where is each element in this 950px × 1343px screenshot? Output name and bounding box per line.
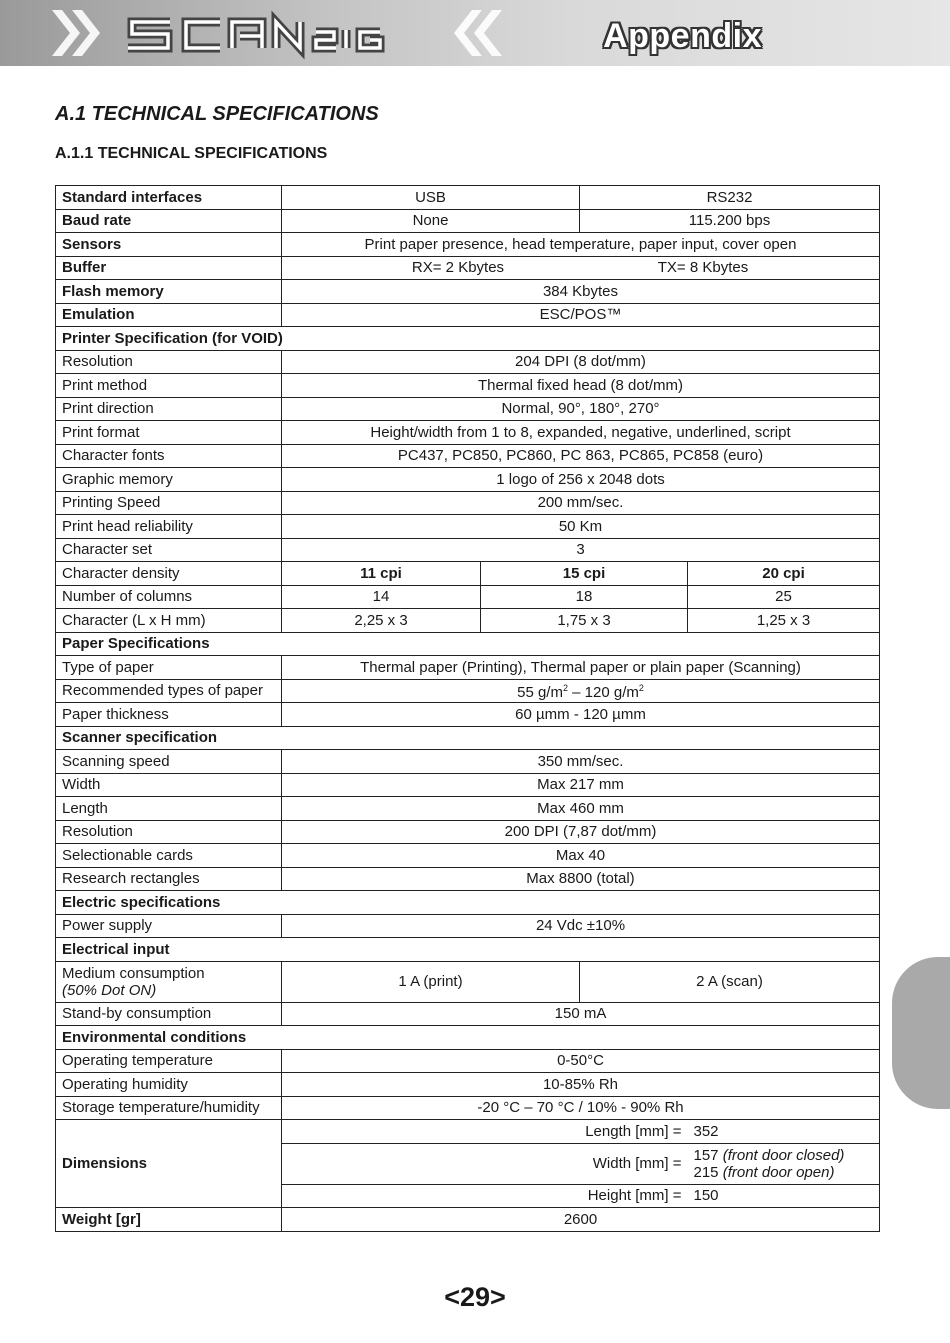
- table-row: [56, 1208, 880, 1232]
- row-label: Graphic memory: [56, 468, 282, 492]
- row-label: Flash memory: [56, 280, 282, 304]
- row-value: 60 µmm - 120 µmm: [282, 703, 880, 727]
- table-row: [56, 961, 880, 1002]
- header-chevrons-icon: [0, 0, 950, 66]
- row-label: Print direction: [56, 397, 282, 421]
- row-value: 20 cpi: [688, 562, 880, 586]
- row-label: Resolution: [56, 350, 282, 374]
- dimension-label: Height [mm] =: [282, 1184, 688, 1208]
- table-section-row: [56, 938, 880, 962]
- table-row: [56, 1096, 880, 1120]
- page-header: [0, 0, 950, 66]
- row-label: Character (L x H mm): [56, 609, 282, 633]
- buffer-tx: TX= 8 Kbytes: [657, 259, 749, 277]
- row-value: 1 logo of 256 x 2048 dots: [282, 468, 880, 492]
- row-value: Max 460 mm: [282, 797, 880, 821]
- table-row: [56, 750, 880, 774]
- dimension-label: Width [mm] =: [282, 1143, 688, 1184]
- row-value: 50 Km: [282, 515, 880, 539]
- row-value: Thermal paper (Printing), Thermal paper or plain paper (Scanning): [282, 656, 880, 680]
- row-label: Weight [gr]: [56, 1208, 282, 1232]
- width-open: [694, 1164, 874, 1181]
- buffer-rx: RX= 2 Kbytes: [411, 259, 505, 277]
- section-header: Scanner specification: [56, 726, 880, 750]
- table-row: [56, 609, 880, 633]
- paper-weight-max: – 120 g/m: [567, 684, 639, 702]
- table-row: [56, 444, 880, 468]
- section-header: Electrical input: [56, 938, 880, 962]
- section-header: Paper Specifications: [56, 632, 880, 656]
- row-value: [282, 679, 880, 703]
- row-value: USB: [282, 186, 580, 210]
- row-value: 18: [481, 585, 688, 609]
- table-row: [56, 1049, 880, 1073]
- table-row: [56, 1120, 880, 1144]
- table-row: [56, 820, 880, 844]
- table-row: [56, 350, 880, 374]
- width-closed-note: (front door closed): [722, 1146, 845, 1164]
- table-row: [56, 421, 880, 445]
- dimension-label: Length [mm] =: [282, 1120, 688, 1144]
- row-value: 11 cpi: [282, 562, 481, 586]
- row-value: 24 Vdc ±10%: [282, 914, 880, 938]
- table-section-row: [56, 891, 880, 915]
- dimension-value: 150: [688, 1184, 880, 1208]
- row-label: Resolution: [56, 820, 282, 844]
- row-value: Max 8800 (total): [282, 867, 880, 891]
- section-header: Environmental conditions: [56, 1026, 880, 1050]
- row-value: 15 cpi: [481, 562, 688, 586]
- table-row: [56, 186, 880, 210]
- row-value: Thermal fixed head (8 dot/mm): [282, 374, 880, 398]
- dimension-value: 352: [688, 1120, 880, 1144]
- row-value: Normal, 90°, 180°, 270°: [282, 397, 880, 421]
- table-row: [56, 867, 880, 891]
- page-thumb-tab: [892, 957, 950, 1109]
- row-value: 200 mm/sec.: [282, 491, 880, 515]
- table-row: [56, 397, 880, 421]
- table-section-row: [56, 327, 880, 351]
- row-value: 350 mm/sec.: [282, 750, 880, 774]
- row-value: Max 40: [282, 844, 880, 868]
- medium-label: Medium consumption: [62, 964, 205, 982]
- table-row: [56, 562, 880, 586]
- row-value: Height/width from 1 to 8, expanded, negative, underlined, script: [282, 421, 880, 445]
- row-label: Number of columns: [56, 585, 282, 609]
- row-value: 1,25 x 3: [688, 609, 880, 633]
- row-value: PC437, PC850, PC860, PC 863, PC865, PC858 (euro): [282, 444, 880, 468]
- row-label: Buffer: [56, 256, 282, 280]
- row-value: 2600: [282, 1208, 880, 1232]
- row-label: Length: [56, 797, 282, 821]
- row-value: 10-85% Rh: [282, 1073, 880, 1097]
- row-label: Standard interfaces: [56, 186, 282, 210]
- row-label: Operating temperature: [56, 1049, 282, 1073]
- table-row: [56, 468, 880, 492]
- row-value: 204 DPI (8 dot/mm): [282, 350, 880, 374]
- table-row: [56, 773, 880, 797]
- superscript: 2: [638, 683, 644, 694]
- medium-note: (50% Dot ON): [62, 981, 157, 999]
- row-label: Research rectangles: [56, 867, 282, 891]
- row-label: Printing Speed: [56, 491, 282, 515]
- table-row: [56, 797, 880, 821]
- table-row: [56, 703, 880, 727]
- row-label: Character fonts: [56, 444, 282, 468]
- table-row: [56, 303, 880, 327]
- row-value: 1 A (print): [282, 961, 580, 1002]
- table-row: [56, 515, 880, 539]
- row-label: Selectionable cards: [56, 844, 282, 868]
- section-header: Printer Specification (for VOID): [56, 327, 880, 351]
- row-value: Max 217 mm: [282, 773, 880, 797]
- row-label: Paper thickness: [56, 703, 282, 727]
- row-label: Power supply: [56, 914, 282, 938]
- row-value: [282, 256, 880, 280]
- table-row: [56, 844, 880, 868]
- row-label: Scanning speed: [56, 750, 282, 774]
- table-row: [56, 538, 880, 562]
- page-number: <29>: [444, 1282, 506, 1312]
- row-value: -20 °C – 70 °C / 10% - 90% Rh: [282, 1096, 880, 1120]
- table-row: [56, 585, 880, 609]
- row-value: None: [282, 209, 580, 233]
- row-value: Print paper presence, head temperature, paper input, cover open: [282, 233, 880, 257]
- width-closed: [694, 1147, 874, 1164]
- row-label: Dimensions: [56, 1120, 282, 1208]
- row-value: 14: [282, 585, 481, 609]
- table-row: [56, 209, 880, 233]
- spec-table: [55, 185, 880, 1232]
- table-section-row: [56, 632, 880, 656]
- row-label: Print head reliability: [56, 515, 282, 539]
- dimension-value: [688, 1143, 880, 1184]
- row-label: Character set: [56, 538, 282, 562]
- row-value: RS232: [580, 186, 880, 210]
- row-label: Type of paper: [56, 656, 282, 680]
- width-open-value: 215: [693, 1163, 719, 1181]
- row-label: [56, 961, 282, 1002]
- row-value: 2,25 x 3: [282, 609, 481, 633]
- row-value: 1,75 x 3: [481, 609, 688, 633]
- paper-weight-min: 55 g/m: [517, 684, 563, 702]
- row-label: Emulation: [56, 303, 282, 327]
- row-label: Print format: [56, 421, 282, 445]
- table-row: [56, 1073, 880, 1097]
- row-label: Character density: [56, 562, 282, 586]
- width-closed-value: 157: [693, 1146, 719, 1164]
- table-row: [56, 679, 880, 703]
- table-row: [56, 374, 880, 398]
- row-value: 115.200 bps: [580, 209, 880, 233]
- table-row: [56, 1002, 880, 1026]
- superscript: 2: [562, 683, 568, 694]
- table-row: [56, 280, 880, 304]
- section-header: Electric specifications: [56, 891, 880, 915]
- row-value: 384 Kbytes: [282, 280, 880, 304]
- table-section-row: [56, 1026, 880, 1050]
- table-row: [56, 491, 880, 515]
- table-section-row: [56, 726, 880, 750]
- row-value: 150 mA: [282, 1002, 880, 1026]
- table-row: [56, 656, 880, 680]
- row-value: ESC/POS™: [282, 303, 880, 327]
- table-row: [56, 233, 880, 257]
- width-open-note: (front door open): [722, 1163, 835, 1181]
- row-value: 0-50°C: [282, 1049, 880, 1073]
- page-subtitle: A.1.1 TECHNICAL SPECIFICATIONS: [55, 145, 328, 162]
- table-row: [56, 914, 880, 938]
- row-label: Storage temperature/humidity: [56, 1096, 282, 1120]
- page-title: A.1 TECHNICAL SPECIFICATIONS: [55, 103, 379, 125]
- row-value: 200 DPI (7,87 dot/mm): [282, 820, 880, 844]
- section-title: Appendix: [603, 17, 762, 55]
- table-row: [56, 256, 880, 280]
- row-label: Baud rate: [56, 209, 282, 233]
- row-value: 25: [688, 585, 880, 609]
- row-label: Recommended types of paper: [56, 679, 282, 703]
- row-label: Sensors: [56, 233, 282, 257]
- row-value: 3: [282, 538, 880, 562]
- row-value: 2 A (scan): [580, 961, 880, 1002]
- row-label: Width: [56, 773, 282, 797]
- row-label: Stand-by consumption: [56, 1002, 282, 1026]
- row-label: Operating humidity: [56, 1073, 282, 1097]
- row-label: Print method: [56, 374, 282, 398]
